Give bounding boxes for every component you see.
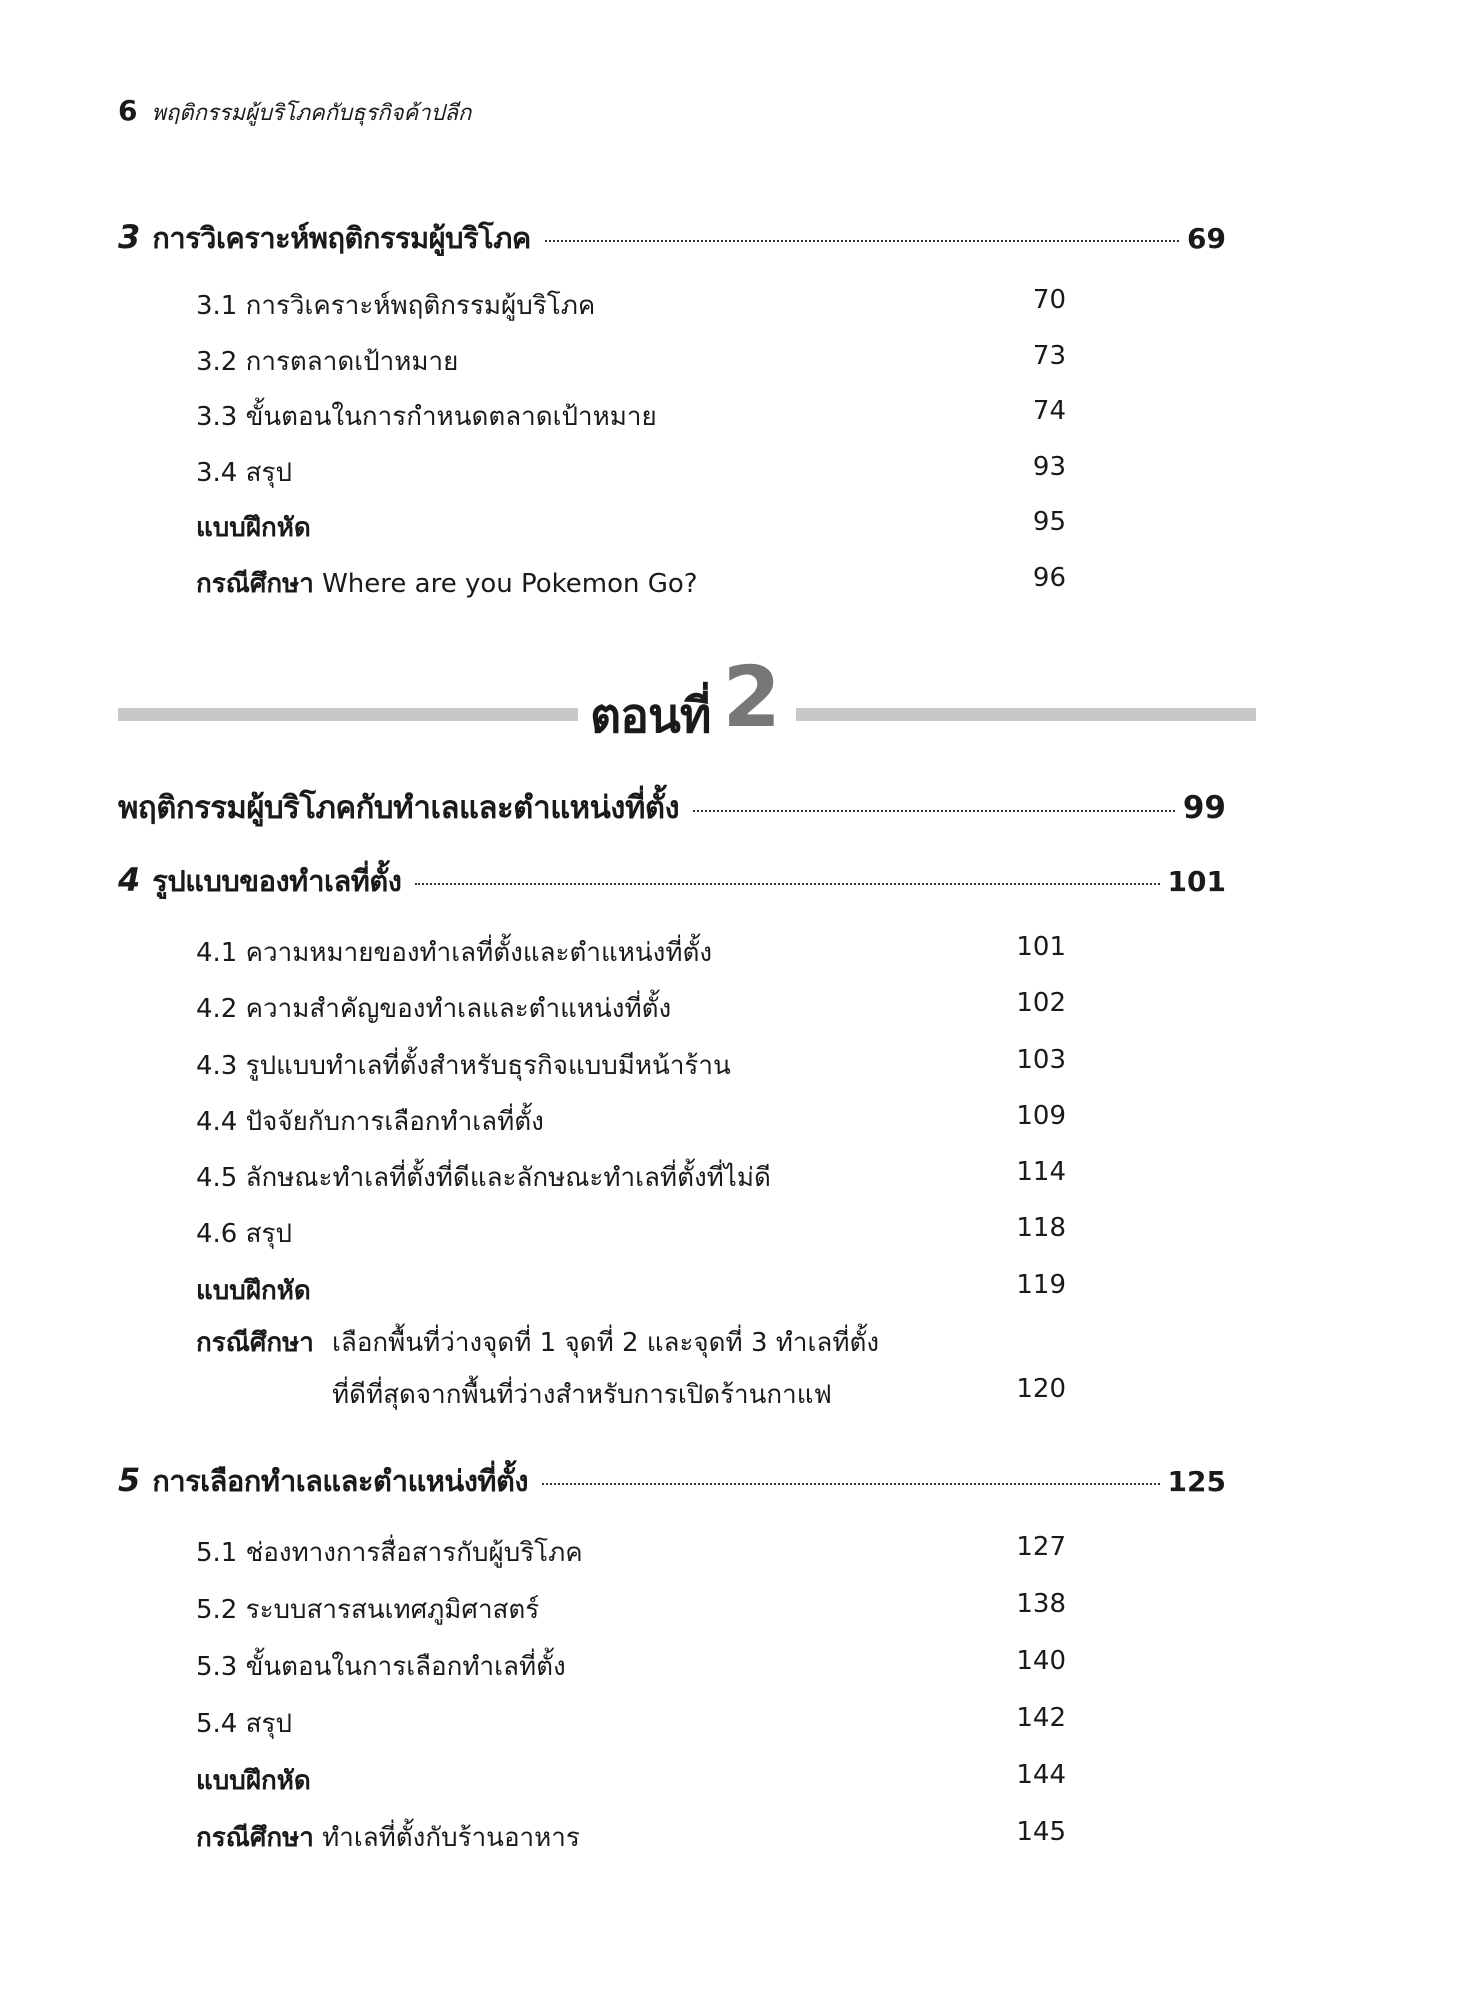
toc-entry[interactable] <box>196 1532 1066 1572</box>
part-page: 99 <box>1182 790 1226 826</box>
toc-entry[interactable] <box>196 1157 1066 1197</box>
entry-label: 5.2 ระบบสารสนเทศภูมิศาสตร์ <box>196 1595 540 1625</box>
chapter-page: 101 <box>1167 865 1226 898</box>
part-word: ตอนที่ <box>590 688 711 744</box>
part-banner <box>118 648 1256 765</box>
case-study-title: ทำเลที่ตั้งกับร้านอาหาร <box>322 1823 580 1853</box>
case-study-lead: กรณีศึกษา <box>196 1328 314 1358</box>
toc-entry[interactable] <box>196 452 1066 492</box>
banner-rule-left <box>118 708 578 721</box>
toc-entry[interactable] <box>196 285 1066 325</box>
running-head <box>118 94 471 134</box>
entry-page: 142 <box>1016 1703 1066 1733</box>
entry-page: 140 <box>1016 1646 1066 1676</box>
case-study-title-line-1: เลือกพื้นที่ว่างจุดที่ 1 จุดที่ 2 และจุดที่ 3 ทำเลที่ตั้ง <box>332 1328 880 1358</box>
entry-label: 5.4 สรุป <box>196 1709 292 1739</box>
toc-entry-exercise[interactable] <box>196 1270 1066 1310</box>
entry-label: 4.6 สรุป <box>196 1219 292 1249</box>
chapter-number: 4 <box>118 861 141 899</box>
case-study-lead: กรณีศึกษา <box>196 1823 314 1853</box>
entry-page: 119 <box>1016 1270 1066 1300</box>
toc-entry-case-study[interactable] <box>196 1322 1066 1426</box>
toc-entry-exercise[interactable] <box>196 507 1066 547</box>
chapter-page: 69 <box>1187 222 1226 255</box>
entry-page: 114 <box>1016 1157 1066 1187</box>
entry-page: 118 <box>1016 1213 1066 1243</box>
entry-page: 120 <box>1016 1374 1066 1404</box>
toc-entry-case-study[interactable] <box>196 1817 1066 1857</box>
entry-label: 4.4 ปัจจัยกับการเลือกทำเลที่ตั้ง <box>196 1107 544 1137</box>
entry-label: 4.2 ความสำคัญของทำเลและตำแหน่งที่ตั้ง <box>196 994 672 1024</box>
entry-label: 4.1 ความหมายของทำเลที่ตั้งและตำแหน่งที่ตั้ง <box>196 938 713 968</box>
entry-page: 109 <box>1016 1101 1066 1131</box>
entry-page: 70 <box>1032 285 1066 315</box>
chapter-3-heading[interactable] <box>118 215 1226 261</box>
toc-entry[interactable] <box>196 932 1066 972</box>
entry-page: 101 <box>1016 932 1066 962</box>
part-title: พฤติกรรมผู้บริโภคกับทำเลและตำแหน่งที่ตั้ง <box>118 790 680 826</box>
dot-leader <box>693 810 1175 812</box>
case-study-lead: กรณีศึกษา <box>196 569 314 599</box>
dot-leader <box>542 1483 1160 1485</box>
entry-label: 5.1 ช่องทางการสื่อสารกับผู้บริโภค <box>196 1538 583 1568</box>
chapter-title: การวิเคราะห์พฤติกรรมผู้บริโภค <box>152 221 531 255</box>
chapter-page: 125 <box>1167 1465 1226 1498</box>
entry-label: 3.1 การวิเคราะห์พฤติกรรมผู้บริโภค <box>196 291 596 321</box>
entry-label: แบบฝึกหัด <box>196 1766 311 1796</box>
toc-entry[interactable] <box>196 1646 1066 1686</box>
book-title: พฤติกรรมผู้บริโภคกับธุรกิจค้าปลีก <box>151 101 472 126</box>
toc-entry[interactable] <box>196 341 1066 381</box>
dot-leader <box>545 240 1179 242</box>
chapter-5-heading[interactable] <box>118 1458 1226 1504</box>
entry-page: 144 <box>1016 1760 1066 1790</box>
entry-label: 5.3 ขั้นตอนในการเลือกทำเลที่ตั้ง <box>196 1652 566 1682</box>
toc-entry[interactable] <box>196 1101 1066 1141</box>
entry-page: 96 <box>1032 563 1066 593</box>
page-number: 6 <box>118 94 138 127</box>
entry-label: แบบฝึกหัด <box>196 1276 311 1306</box>
part-label <box>590 648 790 748</box>
entry-label: 4.3 รูปแบบทำเลที่ตั้งสำหรับธุรกิจแบบมีหน้าร้าน <box>196 1051 731 1081</box>
entry-label: 4.5 ลักษณะทำเลที่ตั้งที่ดีและลักษณะทำเลที่ตั้งที่ไม่ดี <box>196 1163 771 1193</box>
chapter-number: 3 <box>118 218 141 256</box>
entry-page: 93 <box>1032 452 1066 482</box>
dot-leader <box>415 883 1159 885</box>
entry-label: 3.4 สรุป <box>196 458 292 488</box>
part-2-heading[interactable] <box>118 782 1226 832</box>
case-study-title: Where are you Pokemon Go? <box>322 569 698 599</box>
toc-entry[interactable] <box>196 1589 1066 1629</box>
toc-entry[interactable] <box>196 1213 1066 1253</box>
toc-entry-case-study[interactable] <box>196 563 1066 603</box>
toc-entry[interactable] <box>196 1045 1066 1085</box>
part-numeral: 2 <box>722 648 781 746</box>
entry-page: 95 <box>1032 507 1066 537</box>
toc-entry[interactable] <box>196 988 1066 1028</box>
entry-label: 3.3 ขั้นตอนในการกำหนดตลาดเป้าหมาย <box>196 402 657 432</box>
entry-page: 74 <box>1032 396 1066 426</box>
toc-entry-exercise[interactable] <box>196 1760 1066 1800</box>
chapter-title: การเลือกทำเลและตำแหน่งที่ตั้ง <box>152 1464 528 1498</box>
entry-page: 138 <box>1016 1589 1066 1619</box>
entry-page: 102 <box>1016 988 1066 1018</box>
chapter-4-heading[interactable] <box>118 858 1226 904</box>
entry-page: 103 <box>1016 1045 1066 1075</box>
banner-rule-right <box>796 708 1256 721</box>
toc-entry[interactable] <box>196 396 1066 436</box>
entry-page: 127 <box>1016 1532 1066 1562</box>
entry-label: แบบฝึกหัด <box>196 513 311 543</box>
case-study-title-line-2: ที่ดีที่สุดจากพื้นที่ว่างสำหรับการเปิดร้านกาแฟ <box>332 1380 832 1410</box>
toc-entry[interactable] <box>196 1703 1066 1743</box>
chapter-number: 5 <box>118 1461 141 1499</box>
chapter-title: รูปแบบของทำเลที่ตั้ง <box>152 864 402 898</box>
entry-page: 145 <box>1016 1817 1066 1847</box>
entry-label: 3.2 การตลาดเป้าหมาย <box>196 347 459 377</box>
entry-page: 73 <box>1032 341 1066 371</box>
